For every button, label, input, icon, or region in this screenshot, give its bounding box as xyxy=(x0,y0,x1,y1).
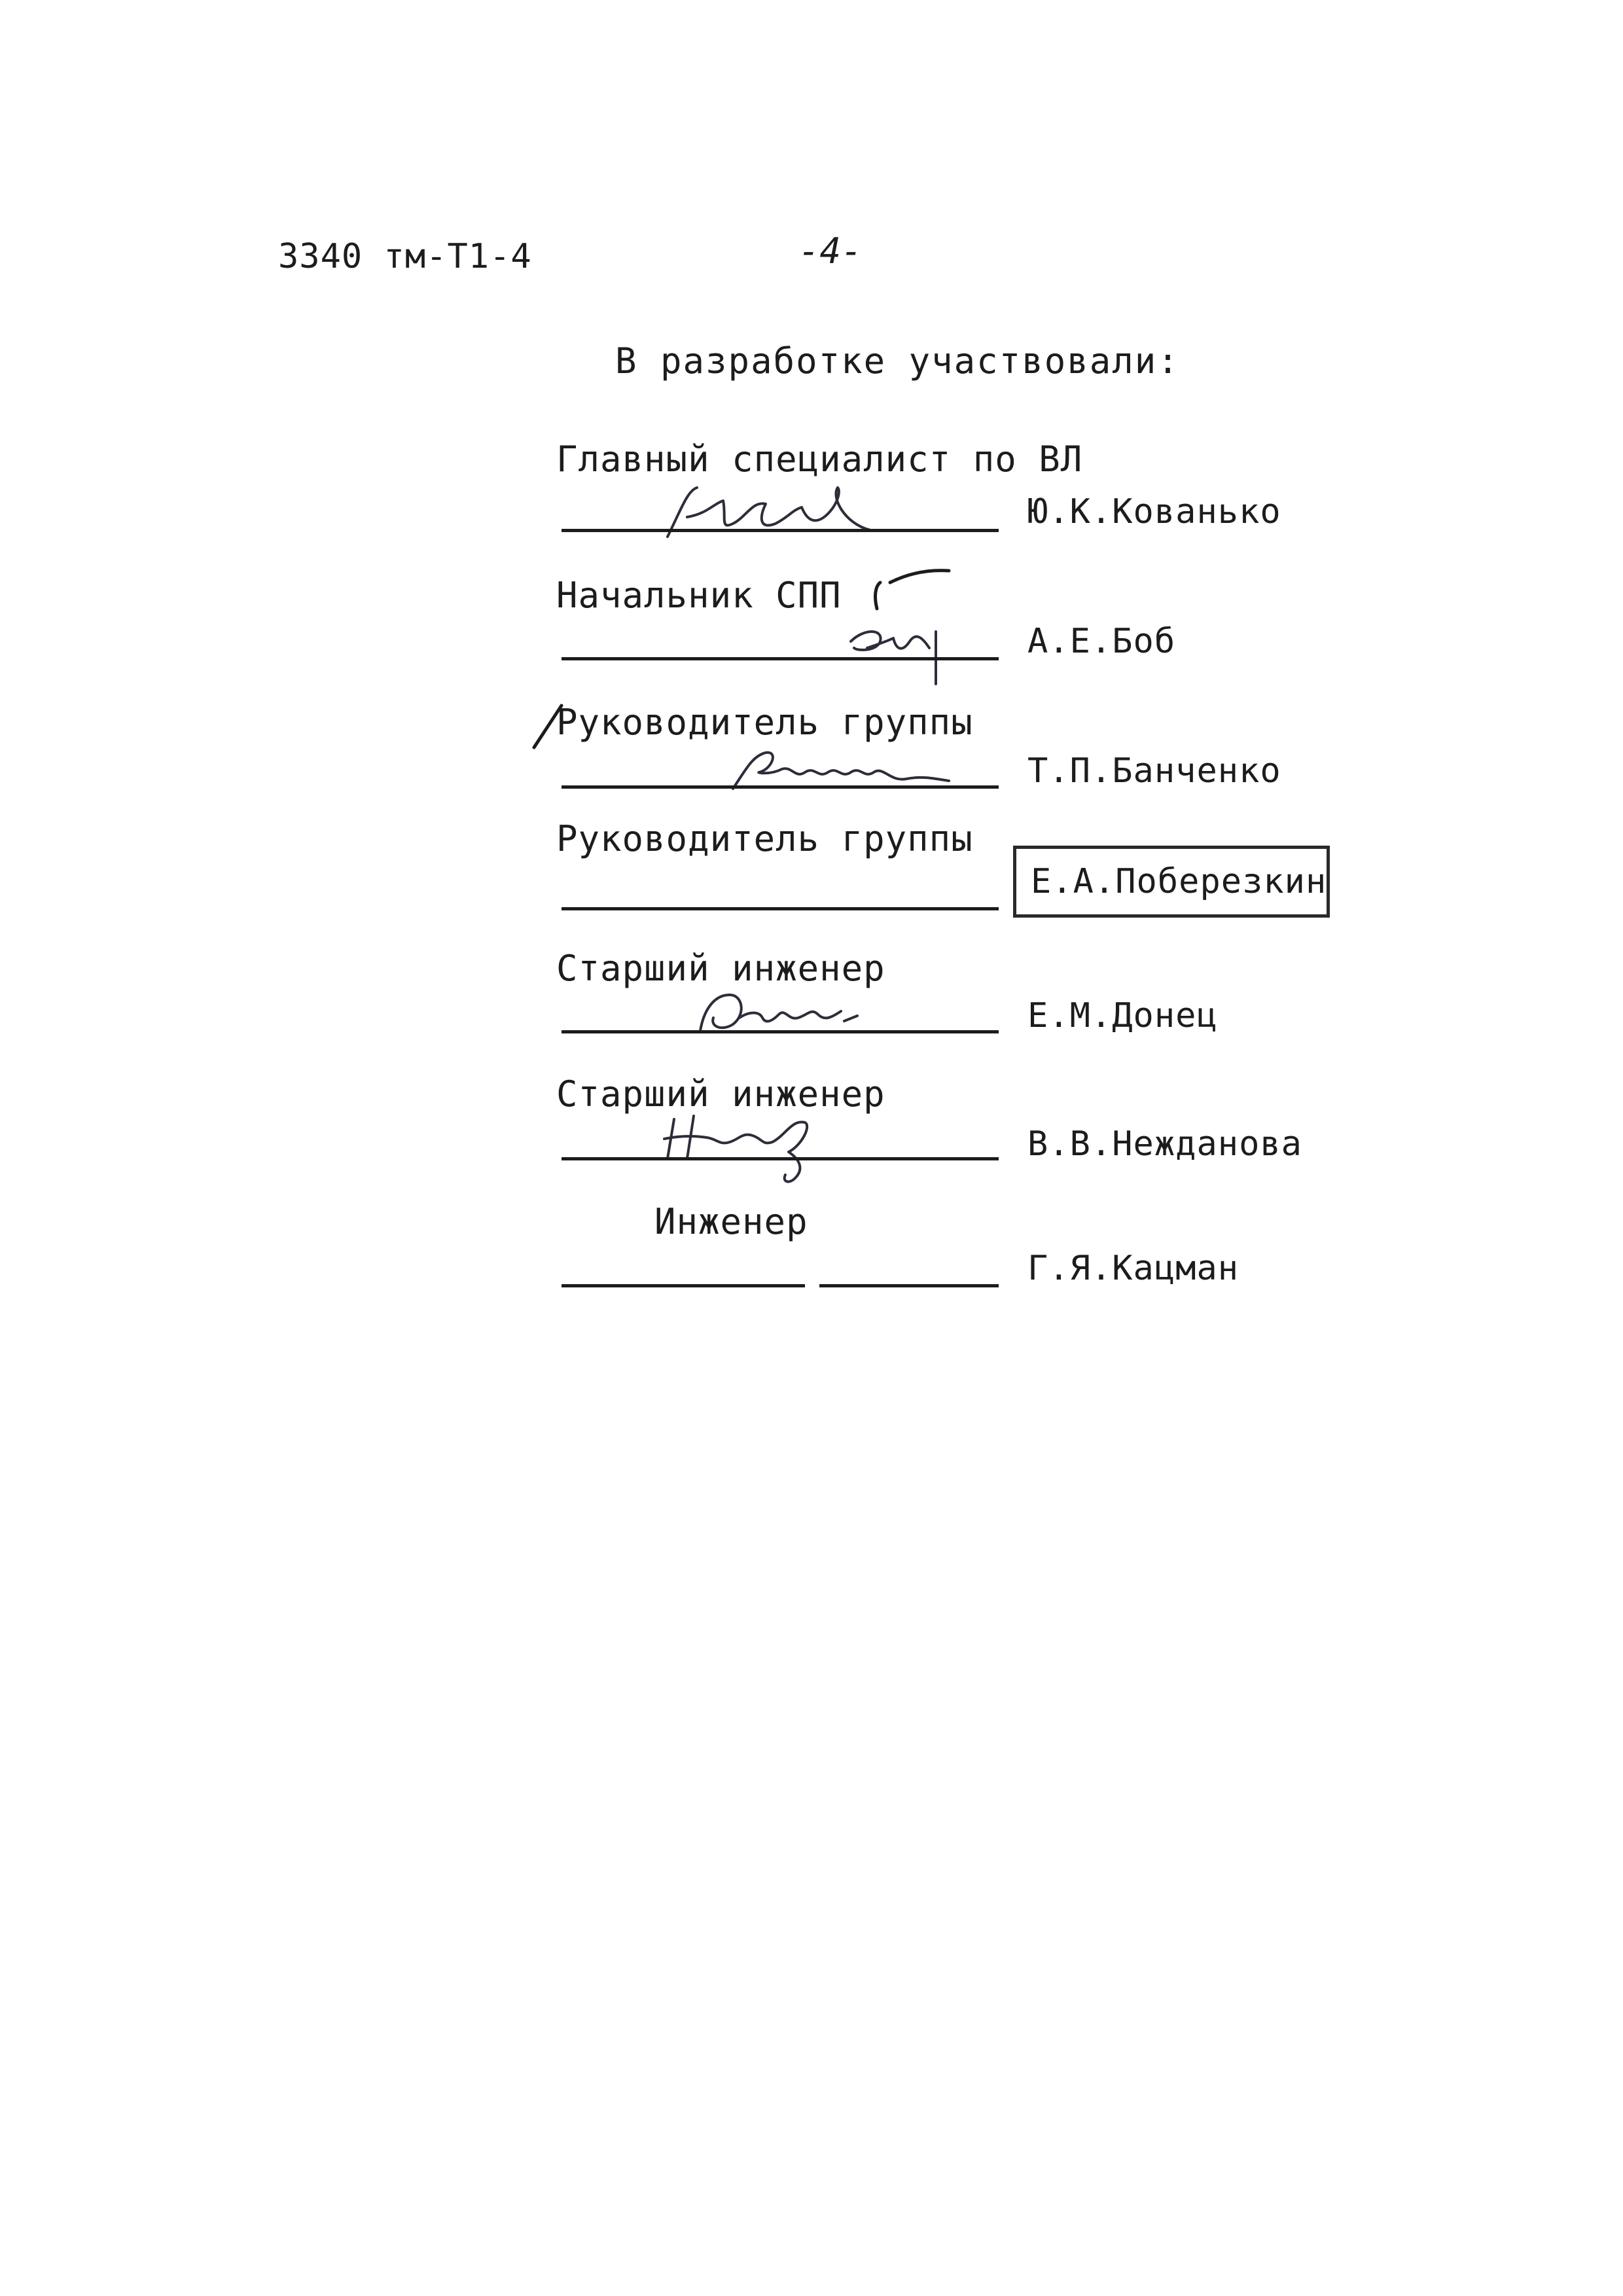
signature-kovanko xyxy=(661,478,883,543)
participant-name: Е.А.Поберезкин xyxy=(1031,862,1327,901)
page-number: -4- xyxy=(798,230,863,272)
signature-line xyxy=(819,1284,999,1287)
signature-line xyxy=(562,1284,805,1287)
signature-line xyxy=(562,529,999,532)
role-chief-specialist: Главный специалист по ВЛ xyxy=(556,439,1083,480)
participant-name: Т.П.Банченко xyxy=(1027,751,1281,791)
signature-line xyxy=(562,657,999,660)
participants-heading: В разработке участвовали: xyxy=(615,340,1180,382)
participant-name: Ю.К.Кованько xyxy=(1027,492,1281,531)
role-senior-engineer: Старший инженер xyxy=(556,948,885,989)
signature-nezhdanova xyxy=(654,1106,851,1191)
role-group-leader: Руководитель группы xyxy=(556,818,973,859)
participant-name: Е.М.Донец xyxy=(1027,996,1218,1035)
signature-bob xyxy=(838,612,995,691)
participant-name: В.В.Нежданова xyxy=(1027,1124,1302,1164)
tick-mark xyxy=(864,563,955,615)
document-code: 3340 тм-Т1-4 xyxy=(278,237,532,276)
role-department-head: Начальник СПП xyxy=(556,575,842,616)
role-engineer: Инженер xyxy=(654,1201,808,1242)
name-stamp-box xyxy=(1013,846,1330,918)
participant-name: А.Е.Боб xyxy=(1027,622,1176,661)
role-group-leader: Руководитель группы xyxy=(556,702,973,743)
signature-line xyxy=(562,785,999,789)
participant-name: Г.Я.Кацман xyxy=(1027,1249,1240,1288)
role-senior-engineer: Старший инженер xyxy=(556,1073,885,1115)
signature-line xyxy=(562,1157,999,1160)
signature-line xyxy=(562,1030,999,1033)
signature-line xyxy=(562,907,999,910)
